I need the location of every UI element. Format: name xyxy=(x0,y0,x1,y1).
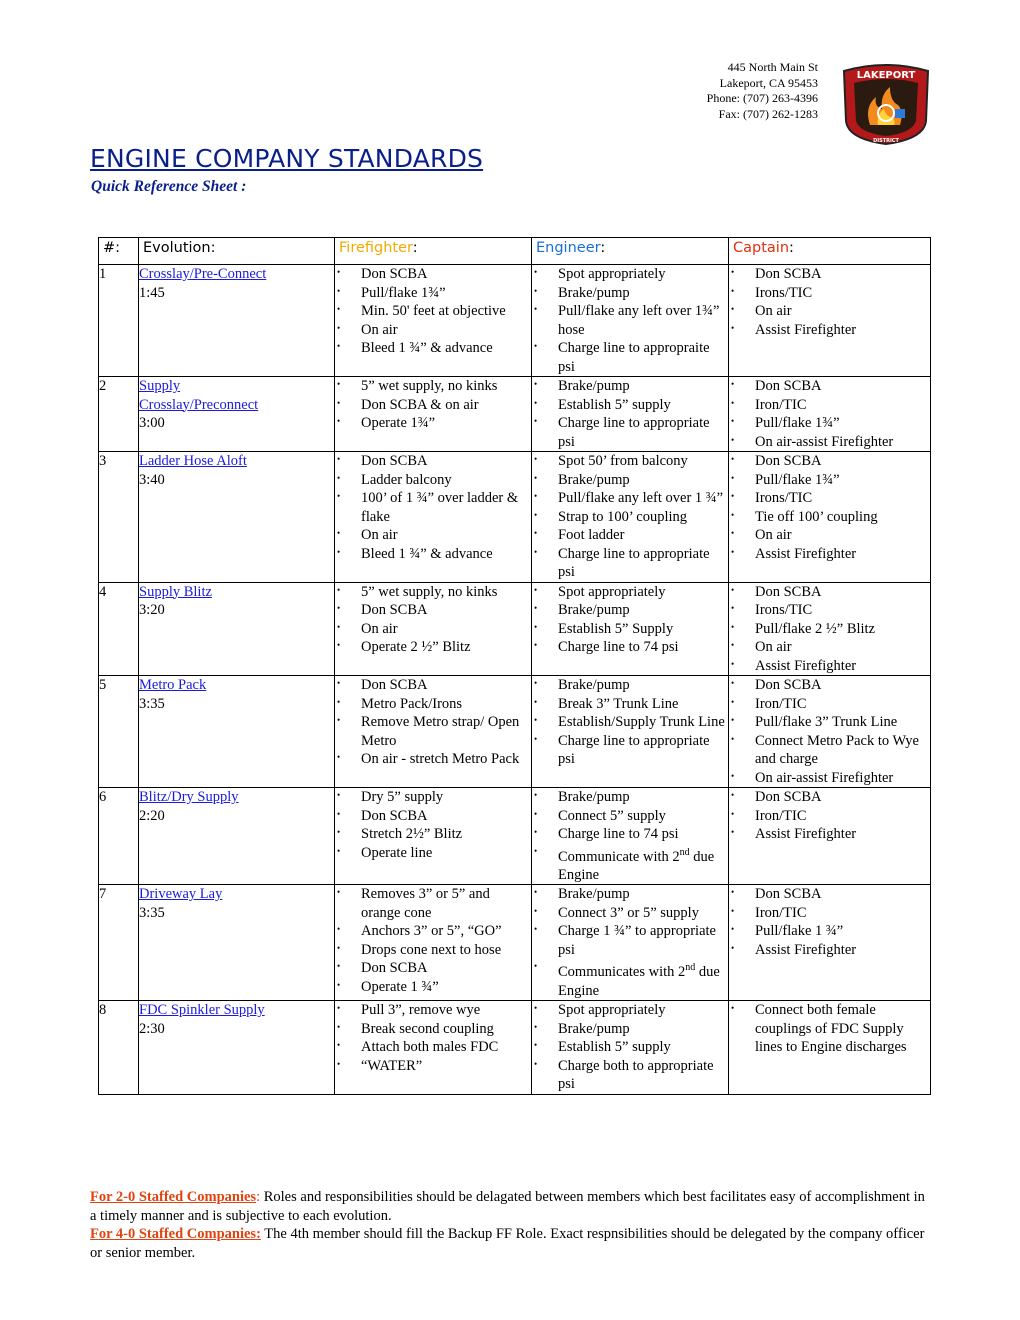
firefighter-task: • Don SCBA xyxy=(335,452,531,471)
page-subtitle: Quick Reference Sheet : xyxy=(91,178,247,195)
evolution-link[interactable]: FDC Spinkler Supply xyxy=(139,1002,265,1019)
captain-task: • Irons/TIC xyxy=(729,284,930,303)
superscript: nd xyxy=(679,846,690,858)
firefighter-cell xyxy=(335,452,532,583)
engineer-task: • Charge line to 74 psi xyxy=(532,825,728,844)
note-4-0 xyxy=(90,1225,930,1262)
engineer-task: • Pull/flake any left over 1¾” hose xyxy=(532,302,728,339)
firefighter-cell xyxy=(335,1001,532,1095)
header-colon: : xyxy=(412,240,418,256)
captain-task: • Assist Firefighter xyxy=(729,545,930,564)
captain-cell xyxy=(729,1001,931,1095)
evolution-time: 3:35 xyxy=(139,904,165,921)
captain-task: • On air xyxy=(729,526,930,545)
address-block xyxy=(707,60,818,122)
captain-task: • Irons/TIC xyxy=(729,601,930,620)
table-header-row xyxy=(99,238,931,265)
captain-task: • Don SCBA xyxy=(729,583,930,602)
engineer-cell xyxy=(532,582,729,676)
header-engineer-label: Engineer xyxy=(536,240,601,256)
evolution-link[interactable]: Ladder Hose Aloft xyxy=(139,453,247,469)
captain-cell xyxy=(729,265,931,377)
firefighter-task: • Remove Metro strap/ Open Metro xyxy=(335,713,531,750)
row-number: 5 xyxy=(99,676,139,788)
note-label[interactable]: For 2-0 Staffed Companies xyxy=(90,1189,257,1205)
evolution-time: 3:20 xyxy=(139,602,165,618)
firefighter-task: • Don SCBA xyxy=(335,959,531,978)
header-engineer xyxy=(532,238,729,265)
engineer-task: • Establish 5” supply xyxy=(532,1038,728,1057)
engineer-task: • Foot ladder xyxy=(532,526,728,545)
row-number: 6 xyxy=(99,788,139,885)
engineer-cell xyxy=(532,676,729,788)
firefighter-task: • Don SCBA xyxy=(335,807,531,826)
evolution-time: 3:35 xyxy=(139,695,165,712)
evolution-link[interactable]: Supply Blitz xyxy=(139,583,212,600)
note-sep: : xyxy=(256,1189,264,1205)
firefighter-task: • Dry 5” supply xyxy=(335,788,531,807)
firefighter-task: • Operate 1 ¾” xyxy=(335,978,531,997)
captain-task: • Iron/TIC xyxy=(729,396,930,415)
captain-task: • Pull/flake 2 ½” Blitz xyxy=(729,620,930,639)
firefighter-cell xyxy=(335,885,532,1001)
header-captain-label: Captain xyxy=(733,240,790,256)
engineer-task: • Establish/Supply Trunk Line xyxy=(532,713,728,732)
firefighter-task: • Bleed 1 ¾” & advance xyxy=(335,339,531,358)
firefighter-task: • Operate 2 ½” Blitz xyxy=(335,638,531,657)
captain-task: • Don SCBA xyxy=(729,676,930,695)
captain-task: • Pull/flake 1 ¾” xyxy=(729,922,930,941)
row-number: 4 xyxy=(99,582,139,676)
engineer-cell xyxy=(532,1001,729,1095)
table-row xyxy=(99,265,931,377)
firefighter-cell xyxy=(335,582,532,676)
evolution-time: 2:20 xyxy=(139,807,165,824)
note-2-0 xyxy=(90,1188,930,1225)
engineer-task: • Charge line to 74 psi xyxy=(532,638,728,657)
firefighter-task: • Don SCBA & on air xyxy=(335,396,531,415)
captain-cell xyxy=(729,885,931,1001)
firefighter-cell xyxy=(335,676,532,788)
firefighter-task: • Min. 50' feet at objective xyxy=(335,302,531,321)
evolution-link[interactable]: Metro Pack xyxy=(139,677,207,693)
firefighter-cell xyxy=(335,265,532,377)
captain-task: • On air-assist Firefighter xyxy=(729,433,930,452)
evolution-cell xyxy=(139,582,335,676)
captain-task: • On air xyxy=(729,638,930,657)
engineer-task: • Charge line to appropraite psi xyxy=(532,339,728,376)
evolution-cell xyxy=(139,265,335,377)
firefighter-task: • Don SCBA xyxy=(335,265,531,284)
firefighter-task: • Pull 3”, remove wye xyxy=(335,1001,531,1020)
evolution-link[interactable]: Crosslay/Pre-Connect xyxy=(139,266,267,282)
address-city: Lakeport, CA 95453 xyxy=(719,75,818,90)
engineer-task: • Brake/pump xyxy=(532,377,728,396)
captain-task: • On air-assist Firefighter xyxy=(729,769,930,788)
table-row xyxy=(99,582,931,676)
engineer-task: • Charge line to appropriate psi xyxy=(532,732,728,769)
row-number: 1 xyxy=(99,265,139,377)
engineer-task: • Communicates with 2nd due Engine xyxy=(532,959,728,1000)
captain-cell xyxy=(729,377,931,452)
engineer-cell xyxy=(532,885,729,1001)
fire-district-logo xyxy=(840,63,932,145)
engineer-task: • Charge line to appropriate psi xyxy=(532,545,728,582)
firefighter-task: • On air xyxy=(335,526,531,545)
header-firefighter-label: Firefighter xyxy=(339,240,413,256)
captain-task: • Iron/TIC xyxy=(729,807,930,826)
evolution-time: 2:30 xyxy=(139,1020,165,1037)
evolution-time: 3:00 xyxy=(139,415,165,431)
captain-cell xyxy=(729,788,931,885)
note-text: The 4th member should fill the Backup FF Role. Exact respnsibilities should be delegated by the company officer or senior member. xyxy=(90,1226,925,1261)
firefighter-task: • Attach both males FDC xyxy=(335,1038,531,1057)
firefighter-task: • On air - stretch Metro Pack xyxy=(335,750,531,769)
firefighter-task: • “WATER” xyxy=(335,1057,531,1076)
engineer-cell xyxy=(532,377,729,452)
engineer-task: • Brake/pump xyxy=(532,471,728,490)
engineer-task: • Brake/pump xyxy=(532,601,728,620)
note-label[interactable]: For 4-0 Staffed Companies: xyxy=(90,1226,261,1242)
engineer-task: • Charge both to appropriate psi xyxy=(532,1057,728,1094)
firefighter-task: • Operate 1¾” xyxy=(335,414,531,433)
header-colon: : xyxy=(600,240,606,256)
standards-table xyxy=(98,237,931,1095)
firefighter-task: • Stretch 2½” Blitz xyxy=(335,825,531,844)
staffing-notes xyxy=(90,1188,930,1262)
engineer-cell xyxy=(532,452,729,583)
firefighter-task: • 100’ of 1 ¾” over ladder & flake xyxy=(335,489,531,526)
table-row xyxy=(99,788,931,885)
engineer-task: • Brake/pump xyxy=(532,1020,728,1039)
evolution-cell xyxy=(139,452,335,583)
evolution-cell xyxy=(139,377,335,452)
engineer-task: • Strap to 100’ coupling xyxy=(532,508,728,527)
captain-task: • Don SCBA xyxy=(729,788,930,807)
page-title: ENGINE COMPANY STANDARDS xyxy=(90,144,484,173)
row-number: 2 xyxy=(99,377,139,452)
captain-task: • Pull/flake 1¾” xyxy=(729,414,930,433)
evolution-cell xyxy=(139,676,335,788)
header-num: #: xyxy=(99,238,139,265)
header-firefighter xyxy=(335,238,532,265)
engineer-task: • Spot appropriately xyxy=(532,265,728,284)
firefighter-task: • Ladder balcony xyxy=(335,471,531,490)
firefighter-task: • Operate line xyxy=(335,844,531,863)
evolution-link[interactable]: Crosslay/Preconnect xyxy=(139,396,259,413)
engineer-task: • Spot 50’ from balcony xyxy=(532,452,728,471)
captain-task: • Tie off 100’ coupling xyxy=(729,508,930,527)
evolution-cell xyxy=(139,1001,335,1095)
table-row xyxy=(99,885,931,1001)
row-number: 8 xyxy=(99,1001,139,1095)
captain-cell xyxy=(729,582,931,676)
engineer-task: • Spot appropriately xyxy=(532,1001,728,1020)
table-row xyxy=(99,1001,931,1095)
note-text: Roles and responsibilities should be delagated between members which best facilitates easy of accomplishment in a timely manner and is subjective to each evolution. xyxy=(90,1189,925,1224)
engineer-task: • Charge 1 ¾” to appropriate psi xyxy=(532,922,728,959)
engineer-task: • Spot appropriately xyxy=(532,583,728,602)
captain-task: • Pull/flake 1¾” xyxy=(729,471,930,490)
engineer-task: • Brake/pump xyxy=(532,788,728,807)
superscript: nd xyxy=(685,962,696,974)
captain-task: • Pull/flake 3” Trunk Line xyxy=(729,713,930,732)
captain-task: • Don SCBA xyxy=(729,452,930,471)
firefighter-task: • Pull/flake 1¾” xyxy=(335,284,531,303)
firefighter-task: • Don SCBA xyxy=(335,601,531,620)
firefighter-cell xyxy=(335,788,532,885)
firefighter-task: • Metro Pack/Irons xyxy=(335,695,531,714)
engineer-task: • Communicate with 2nd due Engine xyxy=(532,844,728,885)
evolution-link[interactable]: Supply xyxy=(139,378,181,394)
evolution-cell xyxy=(139,788,335,885)
firefighter-task: • 5” wet supply, no kinks xyxy=(335,583,531,602)
firefighter-task: • Anchors 3” or 5”, “GO” xyxy=(335,922,531,941)
captain-task: • Assist Firefighter xyxy=(729,657,930,676)
engineer-task: • Brake/pump xyxy=(532,284,728,303)
firefighter-cell xyxy=(335,377,532,452)
engineer-task: • Connect 5” supply xyxy=(532,807,728,826)
firefighter-task: • Break second coupling xyxy=(335,1020,531,1039)
address-fax: Fax: (707) 262-1283 xyxy=(718,106,818,121)
header-captain xyxy=(729,238,931,265)
engineer-task: • Connect 3” or 5” supply xyxy=(532,904,728,923)
captain-task: • Assist Firefighter xyxy=(729,825,930,844)
engineer-task: • Establish 5” Supply xyxy=(532,620,728,639)
row-number: 3 xyxy=(99,452,139,583)
captain-task: • Assist Firefighter xyxy=(729,321,930,340)
logo-top-text: LAKEPORT xyxy=(856,70,916,81)
firefighter-task: • Drops cone next to hose xyxy=(335,941,531,960)
firefighter-task: • 5” wet supply, no kinks xyxy=(335,377,531,396)
firefighter-task: • Don SCBA xyxy=(335,676,531,695)
captain-task: • Assist Firefighter xyxy=(729,941,930,960)
engineer-task: • Break 3” Trunk Line xyxy=(532,695,728,714)
evolution-time: 3:40 xyxy=(139,471,165,488)
captain-task: • Connect both female couplings of FDC Supply lines to Engine discharges xyxy=(729,1001,930,1057)
table-row xyxy=(99,676,931,788)
table-row xyxy=(99,452,931,583)
header-evolution: Evolution: xyxy=(139,238,335,265)
engineer-task: • Establish 5” supply xyxy=(532,396,728,415)
row-number: 7 xyxy=(99,885,139,1001)
address-street: 445 North Main St xyxy=(727,60,818,74)
captain-task: • Iron/TIC xyxy=(729,904,930,923)
captain-task: • Iron/TIC xyxy=(729,695,930,714)
engineer-task: • Brake/pump xyxy=(532,885,728,904)
captain-task: • Irons/TIC xyxy=(729,489,930,508)
header-colon: : xyxy=(789,240,794,256)
captain-task: • On air xyxy=(729,302,930,321)
captain-cell xyxy=(729,676,931,788)
evolution-link[interactable]: Driveway Lay xyxy=(139,886,223,903)
engineer-task: • Pull/flake any left over 1 ¾” xyxy=(532,489,728,508)
evolution-time: 1:45 xyxy=(139,284,165,301)
firefighter-task: • On air xyxy=(335,321,531,340)
address-phone: Phone: (707) 263-4396 xyxy=(706,91,818,105)
firefighter-task: • Bleed 1 ¾” & advance xyxy=(335,545,531,564)
engineer-cell xyxy=(532,265,729,377)
logo-bottom-text: DISTRICT xyxy=(873,138,899,144)
captain-task: • Don SCBA xyxy=(729,885,930,904)
engineer-cell xyxy=(532,788,729,885)
captain-cell xyxy=(729,452,931,583)
engineer-task: • Brake/pump xyxy=(532,676,728,695)
captain-task: • Don SCBA xyxy=(729,265,930,284)
captain-task: • Don SCBA xyxy=(729,377,930,396)
table-row xyxy=(99,377,931,452)
engineer-task: • Charge line to appropriate psi xyxy=(532,414,728,451)
evolution-link[interactable]: Blitz/Dry Supply xyxy=(139,789,239,805)
firefighter-task: • On air xyxy=(335,620,531,639)
evolution-cell xyxy=(139,885,335,1001)
firefighter-task: • Removes 3” or 5” and orange cone xyxy=(335,885,531,922)
captain-task: • Connect Metro Pack to Wye and charge xyxy=(729,732,930,769)
